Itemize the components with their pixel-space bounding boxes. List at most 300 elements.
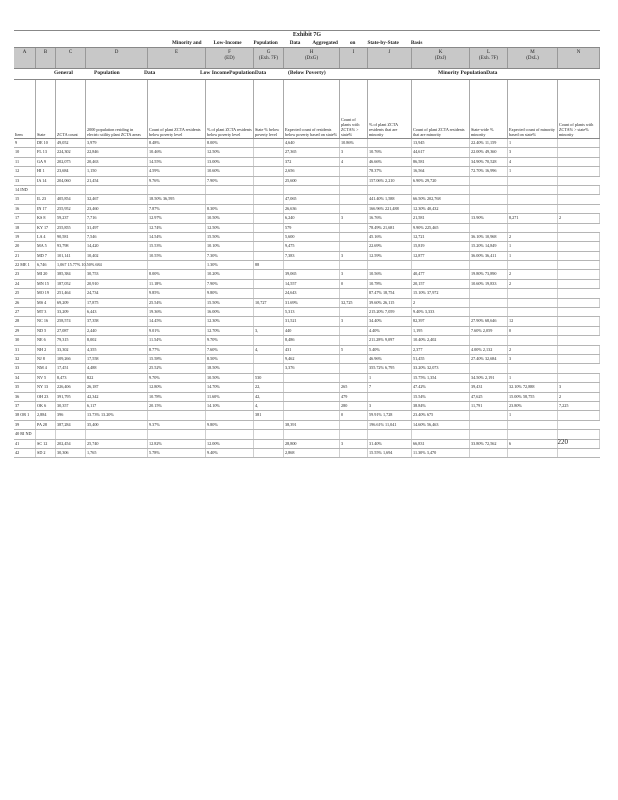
table-cell: 47,065 <box>284 195 340 203</box>
table-cell: 46.96% <box>368 355 412 363</box>
column-letter: N <box>558 48 600 68</box>
table-cell: 7,716 <box>86 214 148 222</box>
table-cell: 36.00% 36,411 <box>470 252 508 260</box>
table-cell: 7.87% <box>148 205 206 213</box>
table-cell <box>508 261 558 269</box>
table-cell: 44,617 <box>412 148 470 156</box>
table-cell: 27,087 <box>56 327 86 335</box>
table-cell <box>206 430 254 438</box>
table-cell: 30,306 <box>56 449 86 457</box>
table-cell: OK 6 <box>36 402 56 410</box>
table-cell: 20,157 <box>412 280 470 288</box>
table-cell <box>36 430 56 438</box>
table-cell: 7.90% <box>206 177 254 185</box>
table-cell: 26,636 <box>284 205 340 213</box>
table-cell <box>508 430 558 438</box>
table-row <box>14 364 600 373</box>
table-cell: 12.82% <box>148 440 206 448</box>
table-cell: 14,557 <box>284 280 340 288</box>
table-cell <box>368 139 412 147</box>
table-cell <box>284 393 340 401</box>
table-cell: 22.00% 49,360 <box>470 148 508 156</box>
table-cell <box>340 177 368 185</box>
table-row <box>14 242 600 251</box>
table-cell: 5,313 <box>284 308 340 316</box>
table-cell: 46.66% <box>368 158 412 166</box>
table-cell: 36 <box>14 393 36 401</box>
table-cell: 9.80% <box>206 421 254 429</box>
table-cell: NJ 8 <box>36 355 56 363</box>
table-cell: 25,600 <box>284 177 340 185</box>
column-header: State-wide % minority <box>471 127 494 137</box>
table-cell <box>254 186 284 194</box>
table-cell: 25 <box>14 289 36 297</box>
table-cell: 9.40% 3,333 <box>412 308 470 316</box>
table-cell: 87.47% 18,754 <box>368 289 412 297</box>
subtitle-word: Minority and <box>172 40 202 46</box>
table-cell: 86,581 <box>412 158 470 166</box>
table-cell: MS 4 <box>36 299 56 307</box>
table-cell <box>558 158 600 166</box>
table-cell: 1 <box>508 167 558 175</box>
table-cell: 10.60% 19,833 <box>470 280 508 288</box>
table-cell <box>470 411 508 419</box>
table-cell <box>368 393 412 401</box>
table-cell: 6,117 <box>86 402 148 410</box>
subtitle-word: State-by-State <box>367 40 399 46</box>
table-cell: 14.54% <box>148 233 206 241</box>
table-cell: 12.59% <box>368 252 412 260</box>
table-cell: 14.70% <box>206 383 254 391</box>
table-cell: 4,488 <box>86 364 148 372</box>
table-cell: 8.00% <box>148 270 206 278</box>
table-cell: 41 <box>14 440 36 448</box>
column-header: Expected count of minority based on state% <box>509 127 555 137</box>
table-cell: 4.59% <box>148 167 206 175</box>
table-cell <box>368 430 412 438</box>
table-cell: 30,753 <box>86 270 148 278</box>
table-cell: 2 <box>558 393 600 401</box>
table-cell: 16,564 <box>412 167 470 175</box>
table-cell: 16.00% <box>206 308 254 316</box>
table-cell <box>254 449 284 457</box>
table-cell: MA 5 <box>36 242 56 250</box>
table-cell: 3 <box>340 270 368 278</box>
table-cell: MO 19 <box>36 289 56 297</box>
table-cell: 20,910 <box>86 280 148 288</box>
table-cell <box>508 299 558 307</box>
table-cell: 8.77% <box>148 346 206 354</box>
table-cell: 10.60% <box>206 167 254 175</box>
table-cell: 17,451 <box>56 364 86 372</box>
table-cell: 14.45% <box>148 317 206 325</box>
table-cell <box>558 148 600 156</box>
table-cell: 1 <box>368 374 412 382</box>
table-cell: 12 <box>508 317 558 325</box>
table-row <box>14 402 600 411</box>
table-cell: 3 <box>340 440 368 448</box>
table-cell: 13.73% 13.20% <box>86 411 148 419</box>
table-cell: 30,357 <box>56 402 86 410</box>
table-cell: NH 2 <box>36 346 56 354</box>
table-cell <box>558 242 600 250</box>
table-cell: 34.40% <box>368 317 412 325</box>
table-cell <box>558 186 600 194</box>
table-cell <box>470 430 508 438</box>
table-cell: 2 <box>508 346 558 354</box>
table-row <box>14 449 600 458</box>
table-cell: 14.10% <box>206 402 254 410</box>
table-cell: 33,209 <box>56 308 86 316</box>
table-cell: 33,302 <box>56 346 86 354</box>
table-cell: LA 4 <box>36 233 56 241</box>
table-cell <box>558 317 600 325</box>
table-cell <box>558 299 600 307</box>
table-cell <box>148 186 206 194</box>
table-cell: 9.70% <box>148 374 206 382</box>
table-cell: 27 <box>14 308 36 316</box>
table-cell: 15.20% 14,849 <box>470 242 508 250</box>
data-table-body <box>14 139 600 458</box>
table-cell <box>412 430 470 438</box>
table-cell: 11.30% 3,470 <box>412 449 470 457</box>
column-letter: M (DxL) <box>508 48 558 68</box>
column-letter: H (DxG) <box>284 48 340 68</box>
table-cell: 2,656 <box>284 167 340 175</box>
column-letter: L (Exh. 7F) <box>470 48 508 68</box>
table-cell: 15.50% <box>206 299 254 307</box>
table-cell: 10.78% <box>148 393 206 401</box>
table-cell: 69,209 <box>56 299 86 307</box>
table-cell: 23.80% <box>508 402 558 410</box>
table-cell: 2,868 <box>284 449 340 457</box>
table-cell: 23.40% 675 <box>412 411 470 419</box>
table-cell: 30 <box>14 336 36 344</box>
table-cell: 23,460 <box>86 205 148 213</box>
section-label-row <box>14 69 600 80</box>
table-cell: 13 <box>14 177 36 185</box>
table-row <box>14 195 600 204</box>
table-cell <box>340 327 368 335</box>
table-row <box>14 289 600 298</box>
table-cell: 1 <box>508 252 558 260</box>
table-cell: 4 <box>508 158 558 166</box>
subtitle-word: Basis <box>410 40 423 46</box>
table-cell: 7,225 <box>558 402 600 410</box>
column-header: Count of plant ZCTA residents below poverty level <box>149 127 201 137</box>
column-header: Count of plants with ZCTA% > state% <box>341 117 360 137</box>
table-cell: MI 20 <box>36 270 56 278</box>
table-cell <box>558 346 600 354</box>
table-cell: 39,065 <box>284 270 340 278</box>
table-cell <box>284 430 340 438</box>
table-cell: 19 <box>14 233 36 241</box>
column-letter: C <box>56 48 86 68</box>
table-cell: 8.50% <box>206 355 254 363</box>
section-data: Data <box>144 70 156 76</box>
table-cell: 32.10% 72,888 <box>508 383 558 391</box>
column-letter: I <box>340 48 368 68</box>
table-cell: 15.58% <box>148 355 206 363</box>
table-cell: 38 OR 1 <box>14 411 36 419</box>
table-cell: 18 <box>14 224 36 232</box>
table-cell <box>470 205 508 213</box>
table-cell: 10.86% <box>340 139 368 147</box>
table-cell: 88 <box>254 261 284 269</box>
table-cell: 196.61% 11,041 <box>368 421 412 429</box>
table-cell: 1,150 <box>86 167 148 175</box>
table-cell <box>558 280 600 288</box>
table-cell: 355.72% 6,795 <box>368 364 412 372</box>
table-cell <box>254 177 284 185</box>
column-letter: E <box>148 48 206 68</box>
page-number: 220 <box>557 438 568 446</box>
table-cell: 39 <box>14 421 36 429</box>
table-cell: 39,431 <box>470 383 508 391</box>
table-cell <box>558 139 600 147</box>
table-cell: 9,475 <box>284 242 340 250</box>
table-cell: 7,383 <box>284 252 340 260</box>
table-cell: 211.28% 9,097 <box>368 336 412 344</box>
table-cell: 45.16% <box>368 233 412 241</box>
subtitle-word: on <box>349 40 356 46</box>
table-cell: 405,854 <box>56 195 86 203</box>
table-cell: 101,141 <box>56 252 86 260</box>
table-cell: 12.30% 40,432 <box>412 205 470 213</box>
table-cell <box>340 364 368 372</box>
table-cell: 29 <box>14 327 36 335</box>
table-cell: NV 5 <box>36 374 56 382</box>
table-cell <box>470 177 508 185</box>
table-cell: 9.85% <box>148 289 206 297</box>
table-cell: 10,727 <box>254 299 284 307</box>
table-cell: 9.76% <box>148 177 206 185</box>
table-cell: 40,477 <box>412 270 470 278</box>
section-general: General <box>54 70 73 76</box>
table-cell: 3 <box>340 214 368 222</box>
table-cell <box>284 261 340 269</box>
table-cell: 11.54% <box>148 336 206 344</box>
table-row <box>14 383 600 392</box>
table-cell <box>508 177 558 185</box>
table-cell <box>340 186 368 194</box>
table-cell: 25.54% <box>148 299 206 307</box>
table-cell: 18.50% 36,595 <box>148 195 206 203</box>
table-cell: 1 <box>508 374 558 382</box>
table-cell: 204,060 <box>56 177 86 185</box>
table-cell: 431 <box>284 346 340 354</box>
table-cell: 202,075 <box>56 158 86 166</box>
table-cell: 15 <box>14 195 36 203</box>
table-cell: DE 10 <box>36 139 56 147</box>
table-row <box>14 299 600 308</box>
table-cell: 7,546 <box>86 233 148 241</box>
table-cell: 4.00% 2,132 <box>470 346 508 354</box>
table-cell: 90,581 <box>56 233 86 241</box>
table-row <box>14 270 600 279</box>
table-cell <box>340 289 368 297</box>
table-cell: 10.55% <box>148 252 206 260</box>
table-cell: 19.36% <box>148 308 206 316</box>
table-row <box>14 374 600 383</box>
table-cell: 24,643 <box>284 289 340 297</box>
table-cell: NC 16 <box>36 317 56 325</box>
table-cell: 24,734 <box>86 289 148 297</box>
table-cell: 47.42% <box>412 383 470 391</box>
table-cell: 1 <box>508 242 558 250</box>
table-cell: 25,740 <box>86 440 148 448</box>
table-cell: 2 <box>508 270 558 278</box>
table-cell <box>254 214 284 222</box>
column-header: 2000 population residing in electric utility plant ZCTA areas <box>87 127 141 137</box>
table-row <box>14 327 600 336</box>
table-cell: 15.50% <box>206 233 254 241</box>
column-letter: B <box>36 48 56 68</box>
table-cell <box>558 167 600 175</box>
table-cell <box>470 224 508 232</box>
table-cell <box>558 411 600 419</box>
table-cell <box>508 336 558 344</box>
table-cell: GA 9 <box>36 158 56 166</box>
spreadsheet-sheet <box>14 30 600 458</box>
table-cell <box>508 421 558 429</box>
table-cell: 385,384 <box>56 270 86 278</box>
table-cell: 2 <box>412 299 470 307</box>
table-cell: 47,625 <box>470 393 508 401</box>
table-cell: MT 3 <box>36 308 56 316</box>
table-cell <box>148 411 206 419</box>
table-cell: 3 <box>340 252 368 260</box>
column-letter: F (ED) <box>206 48 254 68</box>
table-cell: 12.50% <box>206 148 254 156</box>
table-cell: 10.10% <box>206 242 254 250</box>
table-cell <box>254 167 284 175</box>
table-cell <box>254 430 284 438</box>
table-cell: 7.90% <box>206 280 254 288</box>
table-cell: 12,721 <box>412 233 470 241</box>
table-cell: 387,284 <box>56 421 86 429</box>
table-cell: 11.18% <box>148 280 206 288</box>
table-cell <box>86 186 148 194</box>
table-cell: 3,376 <box>284 364 340 372</box>
table-cell: 280 <box>340 402 368 410</box>
table-cell: 28,800 <box>284 440 340 448</box>
table-cell <box>206 186 254 194</box>
table-cell <box>56 430 86 438</box>
table-cell: 26 <box>14 299 36 307</box>
table-cell <box>558 233 600 241</box>
table-cell <box>254 355 284 363</box>
table-row <box>14 430 600 439</box>
table-row <box>14 317 600 326</box>
table-cell <box>558 270 600 278</box>
table-cell <box>254 364 284 372</box>
table-cell <box>254 289 284 297</box>
table-cell <box>206 411 254 419</box>
table-cell: 31,521 <box>284 317 340 325</box>
table-cell: 40 RI ND <box>14 430 36 438</box>
table-cell <box>508 364 558 372</box>
table-row <box>14 158 600 167</box>
table-cell <box>508 308 558 316</box>
column-header: State % below poverty level <box>255 127 280 137</box>
table-cell: 12.50% <box>206 224 254 232</box>
table-cell: 34.50% 2,191 <box>470 374 508 382</box>
table-cell <box>254 148 284 156</box>
table-cell: 166.96% 221,488 <box>368 205 412 213</box>
table-cell: 12.30% <box>206 317 254 325</box>
table-row <box>14 252 600 261</box>
table-cell <box>254 158 284 166</box>
table-cell <box>470 421 508 429</box>
table-cell: 14.55% <box>148 158 206 166</box>
table-cell <box>254 195 284 203</box>
table-cell: 2 <box>558 214 600 222</box>
table-cell <box>254 308 284 316</box>
column-letter: K (DxJ) <box>412 48 470 68</box>
table-cell: 13,945 <box>412 139 470 147</box>
table-cell: 265 <box>340 383 368 391</box>
table-cell: 13.90% <box>470 214 508 222</box>
column-header: % of plant ZCTA residents that are minority <box>369 122 398 137</box>
column-letter: G (Exh. 7F) <box>254 48 284 68</box>
table-cell <box>254 242 284 250</box>
table-cell: 10.56% <box>368 270 412 278</box>
table-cell <box>254 336 284 344</box>
table-cell: 32,725 <box>340 299 368 307</box>
table-cell: 396 <box>56 411 86 419</box>
table-cell: NM 4 <box>36 364 56 372</box>
table-cell: 187,052 <box>56 280 86 288</box>
table-cell <box>254 440 284 448</box>
table-cell <box>254 317 284 325</box>
table-cell: 9.90% 225,465 <box>412 224 470 232</box>
table-cell: SD 2 <box>36 449 56 457</box>
table-row <box>14 421 600 430</box>
subtitle-word: Aggregated <box>312 40 338 46</box>
table-cell: 19.80% 73,890 <box>470 270 508 278</box>
table-cell: 3 <box>368 402 412 410</box>
table-cell: 51,455 <box>412 355 470 363</box>
table-cell <box>368 261 412 269</box>
table-cell: 20.15% <box>148 402 206 410</box>
table-cell: 33 <box>14 364 36 372</box>
table-cell: 16 <box>14 205 36 213</box>
table-cell: 12 <box>14 167 36 175</box>
table-cell: 4,640 <box>284 139 340 147</box>
table-row <box>14 355 600 364</box>
table-cell <box>508 205 558 213</box>
table-cell: PA 28 <box>36 421 56 429</box>
table-cell: 8,271 <box>508 214 558 222</box>
table-cell: 6,240 <box>284 214 340 222</box>
table-cell: 15.75% 1,354 <box>412 374 470 382</box>
table-cell <box>470 299 508 307</box>
table-cell <box>254 421 284 429</box>
table-cell: 8.00% <box>206 139 254 147</box>
table-cell <box>470 364 508 372</box>
table-cell: 0 <box>340 280 368 288</box>
table-row <box>14 393 600 402</box>
table-cell: ND 5 <box>36 327 56 335</box>
table-row <box>14 280 600 289</box>
table-cell <box>340 205 368 213</box>
table-cell: 3 <box>508 148 558 156</box>
table-cell: 93,798 <box>56 242 86 250</box>
table-cell: 6.90% 29,720 <box>412 177 470 185</box>
table-cell: 479 <box>340 393 368 401</box>
table-cell: 10.20% <box>206 270 254 278</box>
